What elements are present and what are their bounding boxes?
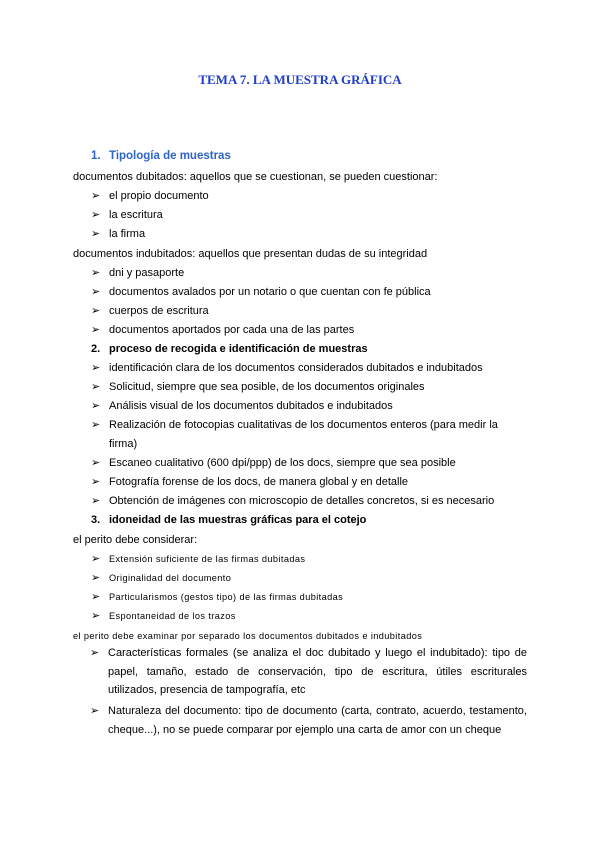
- section-heading-1: [91, 150, 231, 162]
- section-heading-text: Tipología de muestras: [109, 150, 231, 162]
- section-heading-3: [91, 513, 366, 527]
- section3-intro: el perito debe considerar:: [73, 534, 198, 546]
- arrow-bullet-icon: ➢: [90, 647, 100, 659]
- arrow-bullet-icon: ➢: [90, 705, 100, 717]
- dubitados-intro: documentos dubitados: aquellos que se cuestionan, se pueden cuestionar:: [73, 171, 438, 183]
- arrow-bullet-icon: ➢: [91, 305, 101, 317]
- arrow-bullet-icon: ➢: [91, 267, 101, 279]
- indubitados-intro: documentos indubitados: aquellos que presentan dudas de su integridad: [73, 248, 428, 260]
- arrow-bullet-icon: ➢: [91, 553, 101, 565]
- arrow-bullet-icon: ➢: [91, 362, 101, 374]
- section-heading-text: proceso de recogida e identificación de muestras: [109, 343, 368, 355]
- arrow-bullet-icon: ➢: [91, 457, 101, 469]
- arrow-bullet-icon: ➢: [91, 572, 101, 584]
- page-title: TEMA 7. LA MUESTRA GRÁFICA: [198, 72, 402, 87]
- arrow-bullet-icon: ➢: [91, 381, 101, 393]
- arrow-bullet-icon: ➢: [91, 591, 101, 603]
- paragraph-naturaleza: Naturaleza del documento: tipo de documento (carta, contrato, acuerdo, testamento, cheque...), no se puede comparar por ejemplo una carta de amor con un cheque: [108, 705, 527, 736]
- arrow-bullet-icon: ➢: [91, 228, 101, 240]
- arrow-bullet-icon: ➢: [91, 190, 101, 202]
- arrow-bullet-icon: ➢: [91, 209, 101, 221]
- arrow-bullet-icon: ➢: [91, 324, 101, 336]
- arrow-bullet-icon: ➢: [91, 495, 101, 507]
- section-heading-2: [91, 342, 368, 356]
- section-heading-text: idoneidad de las muestras gráficas para el cotejo: [109, 514, 367, 526]
- arrow-bullet-icon: ➢: [91, 286, 101, 298]
- examinar-intro: el perito debe examinar por separado los documentos dubitados e indubitados: [73, 631, 423, 641]
- section-number: 2.: [91, 343, 101, 355]
- arrow-bullet-icon: ➢: [91, 610, 101, 622]
- arrow-bullet-icon: ➢: [91, 476, 101, 488]
- list-item-continuation: firma): [109, 438, 138, 450]
- section-number: 3.: [91, 514, 101, 526]
- paragraph-caracteristicas: Características formales (se analiza el doc dubitado y luego el indubitado): tipo de papel, tamaño, estado de conservación, tipo de escritura, útiles escriturales utilizados, presencia de tampografía, etc: [108, 647, 527, 696]
- arrow-bullet-icon: ➢: [91, 419, 101, 431]
- section-number: 1.: [91, 150, 101, 162]
- arrow-bullet-icon: ➢: [91, 400, 101, 412]
